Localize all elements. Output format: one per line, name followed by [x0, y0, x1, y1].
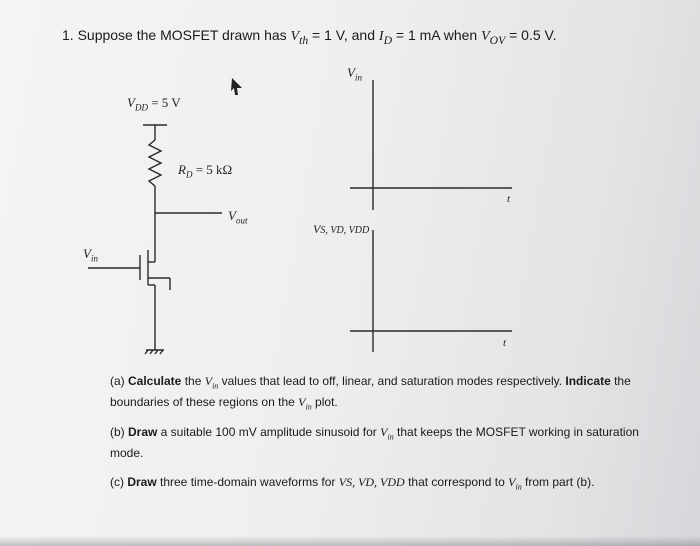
top-plot-ylabel: $V_{in}$	[347, 65, 362, 83]
vov-subscript: OV	[489, 33, 506, 47]
title-and: , and	[343, 27, 379, 43]
bottom-plot-xlabel: t	[503, 337, 507, 349]
vov-value: = 0.5 V.	[505, 27, 557, 43]
page-edge-shadow	[0, 536, 700, 546]
id-value: = 1 mA	[391, 27, 440, 43]
top-plot-xlabel: t	[507, 193, 511, 205]
part-b: (b) Draw a suitable 100 mV amplitude sinusoid for $V_{in}$ that keeps the MOSFET working in saturation mode.	[110, 425, 639, 461]
vov-symbol: V	[481, 29, 490, 44]
title-when: when	[439, 27, 482, 43]
cursor-icon	[231, 78, 242, 95]
id-symbol: I	[378, 29, 384, 44]
id-subscript: D	[383, 33, 392, 47]
vth-value: = 1 V	[308, 27, 344, 43]
resistor-rd	[149, 140, 161, 186]
part-a: (a) Calculate the $V_{in}$ values that lead to off, linear, and saturation modes respectively. Indicate the boundaries of these regions on the $V_{in}$ plot.	[110, 374, 631, 412]
vth-subscript: th	[299, 33, 309, 47]
vout-label: $V_{out}$	[228, 208, 248, 226]
bottom-plot-ylabel: VS, VD, VDD	[313, 222, 370, 236]
title-prefix: 1. Suppose the MOSFET drawn has	[62, 27, 291, 43]
vin-label: $V_{in}$	[83, 246, 98, 264]
rd-label: $R_D = 5$ kΩ	[178, 162, 233, 180]
vth-symbol: V	[290, 29, 300, 44]
vdd-label: $V_{DD} = 5$ V	[127, 95, 181, 113]
part-c: (c) Draw three time-domain waveforms for VS, VD, VDD that correspond to $V_{in}$ from part (b).	[110, 475, 595, 492]
